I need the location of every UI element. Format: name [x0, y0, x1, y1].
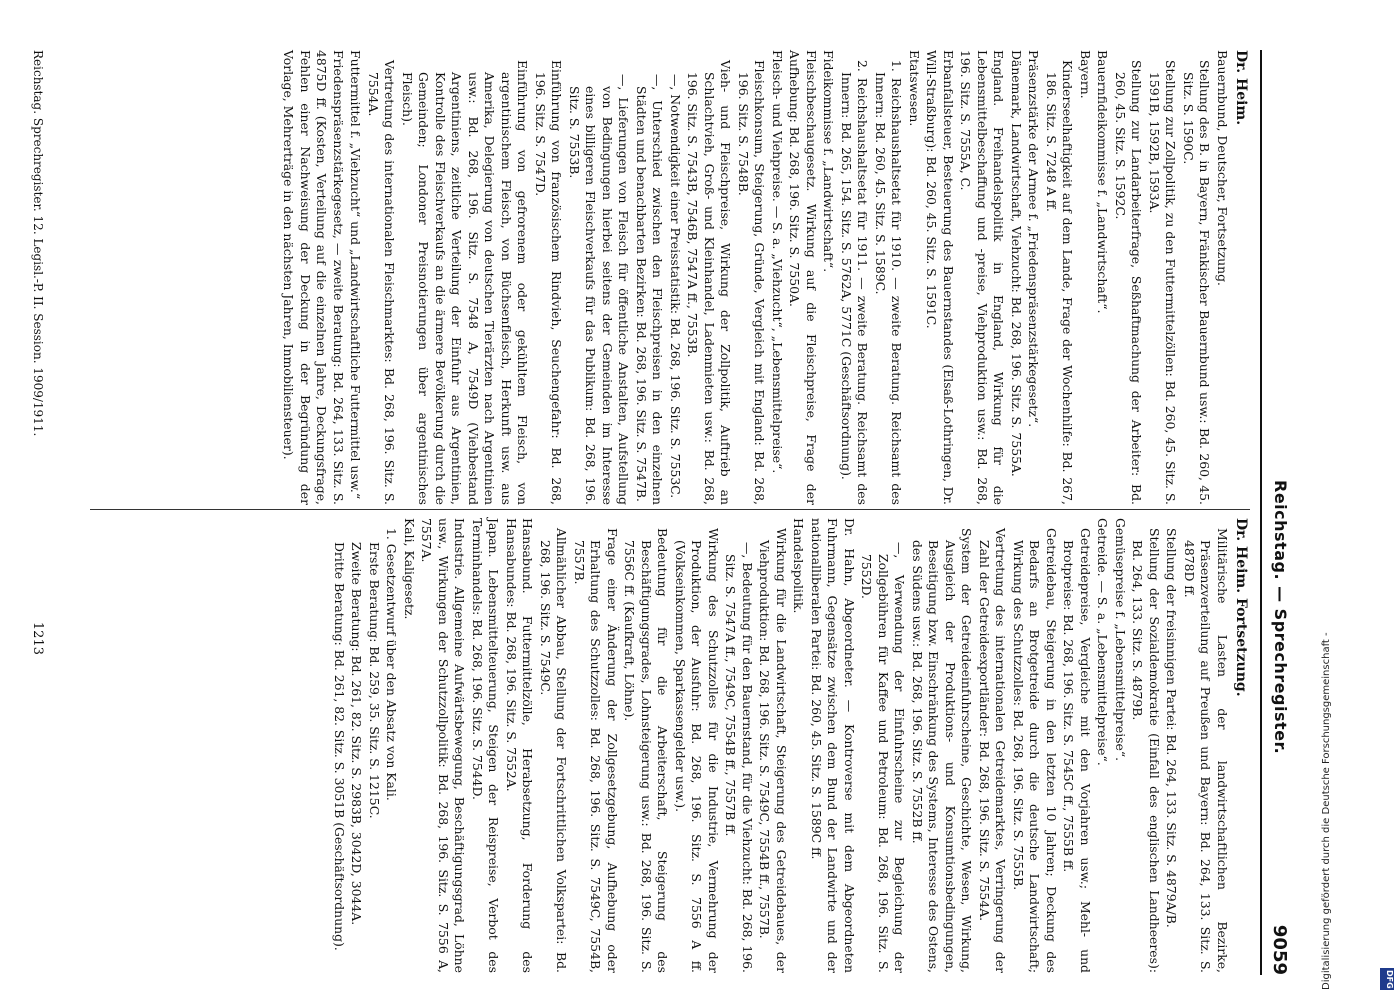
index-entry: Bauernbund, Deutscher, Fortsetzung. [1215, 50, 1230, 286]
index-entry: Stellung der Sozialdemokratie (Einfall des englischen Landheeres): Bd. 264, 133. Sitz. S. 4879B. [1130, 528, 1162, 973]
index-entry: Getreidepreise, Vergleiche mit den Vorjahren usw.; Mehl- und Brotpreise: Bd. 268, 196. Sitz. S. 7545C ff., 7555B ff. [1061, 528, 1093, 973]
digitization-credit [1299, 0, 1332, 1000]
page-header [1260, 50, 1294, 975]
index-entry: Fideikommisse f. „Landwirtschaft“. [821, 50, 837, 273]
index-entry: Erbanfallsteuer, Besteuerung des Bauernstandes (Elsaß-Lothringen, Dr. Will-Straßburg): Bd. 260, 45. Sitz. S. 1591C. [924, 50, 956, 505]
index-entry: Bayern. [1078, 50, 1093, 99]
index-entry: Frage einer Änderung der Zollgesetzgebung, Aufhebung oder Erhaltung des Schutzzolles: Bd. 268, 196. Sitz. S. 7549C, 7554B, 7557B. [572, 528, 620, 973]
index-entry: Fleischkonsum, Steigerung, Gründe, Vergleich mit England: Bd. 268, 196. Sitz. S. 7548B. [736, 60, 768, 505]
header-title: Reichstag. — Sprechregister. [1271, 480, 1290, 755]
index-entry: —, Unterschied zwischen den Fleischpreisen in den einzelnen Städten und benachbarten Bezirken: Bd. 268, 196. Sitz. S. 7547B. [634, 74, 666, 505]
index-entry: Einführung von französischem Rindvieh, Seuchengefahr: Bd. 268, 196. Sitz. S. 7547D. [533, 60, 565, 505]
index-entry: Bedeutung für die Arbeiterschaft, Steigerung des Beschäftigungsgrades, Lohnsteigerung usw.: Bd. 268, 196. Sitz. S. 7556C ff. (Kaufkraft, Löhne). [622, 528, 671, 973]
index-entry: Etatswesen. [907, 50, 922, 127]
index-entry: Vertretung des internationalen Fleischmarktes: Bd. 268, 196. Sitz. S. 7554A. [366, 60, 398, 505]
index-entry: Militärische Lasten der landwirtschaftlichen Bezirke, Präsenzverteilung auf Preußen und Bayern: Bd. 264, 133. Sitz. S. 4878D ff. [1182, 528, 1230, 973]
right-column [330, 518, 1251, 973]
index-entry: Fleischbeschaugesetz. Wirkung auf die Fleischpreise, Frage der Aufhebung: Bd. 268, 196. Sitz. S. 7550A. [787, 50, 819, 505]
index-entry: Stellung der freisinnigen Partei: Bd. 264, 133. Sitz. S. 4879A/B. [1164, 528, 1180, 928]
header-rule [1260, 50, 1262, 975]
speaker-name: Dr. Heim. [1233, 50, 1249, 126]
index-entry: Kali, Kaligesetz. [402, 518, 417, 620]
index-entry: Friedenspräsenzstärkegesetz, — zweite Beratung: Bd. 264, 133. Sitz. S. 4875D ff. (Kosten, Verteilung auf die einzelnen Jahre, Deckungsfrage, Fehlen einer Nachweisung der Deckung in der Begründung der Vorlage, Mehrerträge in den nächsten Jahren, Inmobiliensteuer). [281, 50, 346, 505]
left-entries [280, 50, 1230, 505]
dfg-logo: DFG [1380, 968, 1394, 990]
index-entry: Vertretung des internationalen Getreidemarktes, Verringerung der Zahl der Getreideexportländer: Bd. 268, 196. Sitz. S. 7554A. [977, 528, 1009, 973]
index-entry: —, Verwendung der Einfuhrscheine zur Begleichung der Zollgebühren für Kaffee und Petroleum: Bd. 268, 196. Sitz. S. 7552D. [859, 542, 908, 973]
digitization-credit-text: Digitalisierung gefördert durch die Deutsche Forschungsgemeinschaft - [1321, 632, 1332, 990]
index-entry: Dr. Hahn, Abgeordneter. — Kontroverse mit dem Abgeordneten Fuhrmann, Gegensätze zwischen dem Bund der Landwirte und der nationalliberalen Partei: Bd. 260, 45. Sitz. S. 1589C ff. [809, 518, 857, 973]
index-entry: England. Freihandelspolitik in England, Wirkung für die Lebensmittelbeschaffung und -preise, Viehproduktion usw.: Bd. 268, 196. Sitz. S. 7555A, C. [958, 50, 1007, 505]
index-entry: —, Lieferungen von Fleisch für öffentliche Anstalten, Aufstellung von Bedingungen hierbei seitens der Gemeinden im Interesse eines billigeren Fleischverkaufs für das Publikum: Bd. 268, 196. Sitz. S. 7553B. [567, 74, 632, 505]
index-entry: Stellung des B. in Bayern, Fränkischer Bauernbund usw.: Bd. 260, 45. Sitz. S. 1590C. [1181, 60, 1213, 505]
index-entry: 1. Gesetzentwurf über den Absatz von Kali. [384, 528, 400, 801]
right-entries [331, 518, 1231, 973]
index-entry: Vieh- und Fleischpreise, Wirkung der Zollpolitik, Auftrieb an Schlachtvieh, Groß- und Kleinhandel, Ladenmieten usw.: Bd. 268, 196. Sitz. S. 7543B, 7546B, 7547A ff., 7553B. [685, 60, 734, 505]
index-entry: Futtermittel f. „Viehzucht“ und „Landwirtschaftliche Futtermittel usw.“ [348, 50, 364, 500]
index-entry: System der Getreideeinfuhrscheine, Geschichte, Wesen, Wirkung, Ausgleich der Produktions- und Konsumtionsbedingungen, Beseitigung bzw. Einschränkung des Systems, Interesse des Ostens, des Südens usw.: Bd. 268, 196. Sitz. S. 7552B ff. [910, 528, 975, 973]
index-entry: Erste Beratung: Bd. 259, 35. Sitz. S. 1215C. [367, 542, 382, 819]
index-entry: Zweite Beratung: Bd. 261, 82. Sitz. S. 2983B, 3042D, 3044A. [349, 542, 365, 926]
footer-page-number: 1213 [30, 621, 45, 655]
index-entry: Hansabund. Futtermittelzölle, Herabsetzung, Forderung des Hansabundes: Bd. 268, 196. Sitz. S. 7552A. [504, 518, 536, 973]
index-entry: Einführung von gefrorenem oder gekühltem Fleisch, von argentinischem Fleisch, von Büchsenfleisch, Herkunft usw. aus Amerika, Delegierung von deutschen Tierärzten nach Argentinien usw.: Bd. 268, 196. Sitz. S. 7548 A, 7549D (Viehbestand Argentiniens, zeitliche Verteilung der Einfuhr aus Argentinien, Kontrolle des Fleischverkaufs an die ärmere Bevölkerung durch die Gemeinden; Londoner Preisnotierungen über argentinisches Fleisch). [400, 60, 531, 505]
column-divider [90, 509, 1250, 510]
left-column [279, 50, 1250, 505]
index-entry: 2. Reichshaushaltsetat für 1911. — zweite Beratung. Reichsamt des Innern: Bd. 265, 154. Sitz. S. 5762A, 5771C (Geschäftsordnung). [839, 60, 871, 505]
index-entry: Gemüsepreise f. „Lebensmittelpreise“. [1113, 518, 1128, 762]
index-entry: Japan. Lebensmittelteuerung, Steigen der Reispreise, Verbot des Terminhandels: Bd. 268, 196. Sitz. S. 7544D. [470, 518, 502, 973]
index-entry: Wirkung für die Landwirtschaft, Steigerung des Getreidebaues, der Viehproduktion: Bd. 268, 196. Sitz. S. 7549C, 7554B ff., 7557B. [757, 528, 789, 973]
page-footer [25, 50, 45, 975]
index-entry: Handelspolitik. [791, 518, 807, 614]
index-entry: Stellung zur Zollpolitik, zu den Futtermittelzöllen: Bd. 260, 45. Sitz. S. 1591B, 1592B, 1593A. [1147, 60, 1179, 505]
index-entry: Wirkung des Schutzzolles für die Industrie, Vermehrung der Produktion, der Ausfuhr: Bd. 268, 196. Sitz. S. 7556 A ff. (Volkseinkommen, Sparkassengelder usw.). [673, 528, 721, 973]
index-entry: Bauernfideikommisse f. „Landwirtschaft“. [1095, 50, 1111, 314]
footer-citation: Reichstag. Sprechregister. 12. Legisl.-P. II. Session. 1909/1911. [31, 50, 45, 437]
page-number: 9059 [1269, 924, 1290, 975]
index-entry: Kinderseelhaftigkeit auf dem Lande, Frage der Wochenhilfe: Bd. 267, 186. Sitz. S. 7248 A ff. [1044, 60, 1076, 505]
index-entry: Präsenzstärke der Armee f. „Friedenspräsenzstärkegesetz“. [1026, 50, 1042, 428]
index-entry: Allmählicher Abbau, Stellung der Fortschrittlichen Volkspartei: Bd. 268, 196. Sitz. S. 7549C. [538, 528, 570, 973]
index-entry: —, Bedeutung für den Bauernstand, für die Viehzucht: Bd. 268, 196. Sitz. S. 7547A ff., 7549C, 7554B ff., 7557B ff. [723, 542, 755, 973]
speaker-name-continued: Dr. Heim. Fortsetzung. [1233, 518, 1249, 697]
index-entry: Dritte Beratung: Bd. 261, 82. Sitz. S. 3051B (Geschäftsordnung). [332, 542, 347, 951]
index-entry: 1. Reichshaushaltsetat für 1910. — zweite Beratung. Reichsamt des Innern: Bd. 260, 45. Sitz. S. 1589C. [873, 60, 905, 505]
index-entry: Getreide. — S. a. „Lebensmittelpreise“. [1095, 518, 1111, 766]
index-entry: Industrie. Allgemeine Aufwärtsbewegung, Beschäftigungsgrad, Löhne usw., Wirkungen der Schutzzollpolitik: Bd. 268, 196. Sitz. S. 7556 A, 7557A. [419, 518, 468, 973]
index-entry: Fleisch- und Viehpreise. — S. a. „Viehzucht“, „Lebensmittelpreise“. [770, 50, 785, 474]
index-entry: —, Notwendigkeit einer Preisstatistik: Bd. 268, 196. Sitz. S. 7553C. [668, 74, 683, 499]
index-entry: Dänemark, Landwirtschaft, Viehzucht: Bd. 268, 196. Sitz. S. 7555A. [1009, 50, 1024, 477]
index-entry: Stellung zur Landarbeiterfrage, Seßhaftmachung der Arbeiter: Bd. 260, 45. Sitz. S. 1592C. [1113, 60, 1145, 505]
index-entry: Getreidebau, Steigerung in den letzten 10 Jahren; Deckung des Bedarfs an Brotgetreide durch die deutsche Landwirtschaft; Wirkung des Schutzzolles: Bd. 268, 196. Sitz. S. 7555B. [1011, 528, 1059, 973]
